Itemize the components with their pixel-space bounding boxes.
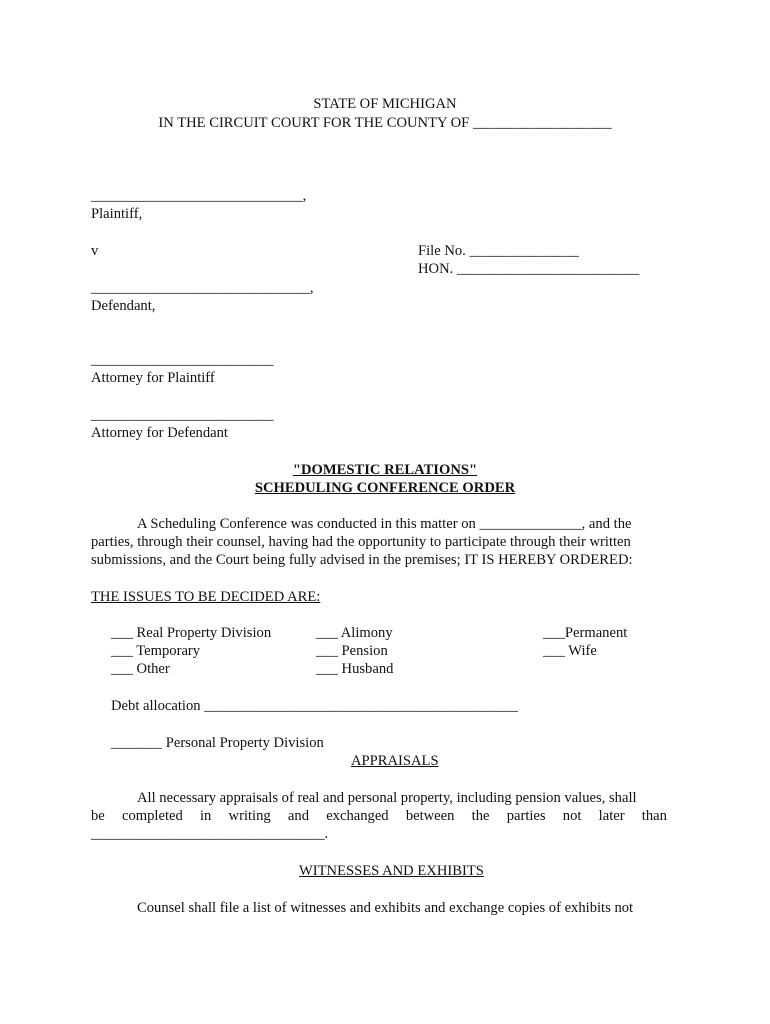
file-number-field[interactable]: File No. _______________ bbox=[418, 243, 579, 259]
issue-wife[interactable]: ___ Wife bbox=[543, 643, 597, 659]
attorney-plaintiff-line[interactable]: _________________________ bbox=[91, 352, 274, 368]
appraisals-line-1: All necessary appraisals of real and personal property, including pension values, shall bbox=[137, 790, 637, 806]
issue-real-property[interactable]: ___ Real Property Division bbox=[111, 625, 272, 641]
issue-temporary[interactable]: ___ Temporary bbox=[111, 643, 201, 659]
witnesses-line-1: Counsel shall file a list of witnesses and exhibits and exchange copies of exhibits not bbox=[137, 900, 634, 916]
document-title-line2: SCHEDULING CONFERENCE ORDER bbox=[254, 480, 516, 496]
issue-husband[interactable]: ___ Husband bbox=[316, 661, 394, 677]
state-heading: STATE OF MICHIGAN bbox=[313, 96, 457, 112]
intro-line-2: parties, through their counsel, having had the opportunity to participate through their written bbox=[91, 534, 631, 550]
defendant-name-line[interactable]: ______________________________, bbox=[91, 280, 314, 296]
intro-line-3: submissions, and the Court being fully advised in the premises; IT IS HEREBY ORDERED: bbox=[91, 552, 633, 568]
appraisals-deadline-field[interactable]: ________________________________. bbox=[91, 826, 329, 842]
issue-permanent[interactable]: ___Permanent bbox=[543, 625, 628, 641]
personal-property-field[interactable]: _______ Personal Property Division bbox=[111, 735, 324, 751]
attorney-defendant-label: Attorney for Defendant bbox=[91, 425, 228, 441]
issue-pension[interactable]: ___ Pension bbox=[316, 643, 388, 659]
appraisals-line-2: be completed in writing and exchanged between the parties not later than bbox=[91, 808, 667, 824]
versus-label: v bbox=[91, 243, 99, 259]
issues-heading: THE ISSUES TO BE DECIDED ARE: bbox=[91, 589, 321, 605]
judge-field[interactable]: HON. _________________________ bbox=[418, 261, 640, 277]
issue-other[interactable]: ___ Other bbox=[111, 661, 170, 677]
issue-alimony[interactable]: ___ Alimony bbox=[316, 625, 393, 641]
plaintiff-label: Plaintiff, bbox=[91, 206, 143, 222]
attorney-defendant-line[interactable]: _________________________ bbox=[91, 407, 274, 423]
document-title-line1: "DOMESTIC RELATIONS" bbox=[292, 462, 478, 478]
court-heading: IN THE CIRCUIT COURT FOR THE COUNTY OF ___________________ bbox=[158, 115, 612, 131]
plaintiff-name-line[interactable]: _____________________________, bbox=[91, 188, 307, 204]
appraisals-heading: APPRAISALS bbox=[351, 753, 439, 769]
witnesses-heading: WITNESSES AND EXHIBITS bbox=[299, 863, 484, 879]
debt-allocation-field[interactable]: Debt allocation ___________________________________________ bbox=[111, 698, 518, 714]
defendant-label: Defendant, bbox=[91, 298, 156, 314]
attorney-plaintiff-label: Attorney for Plaintiff bbox=[91, 370, 215, 386]
intro-line-1: A Scheduling Conference was conducted in this matter on ______________, and the bbox=[137, 516, 632, 532]
